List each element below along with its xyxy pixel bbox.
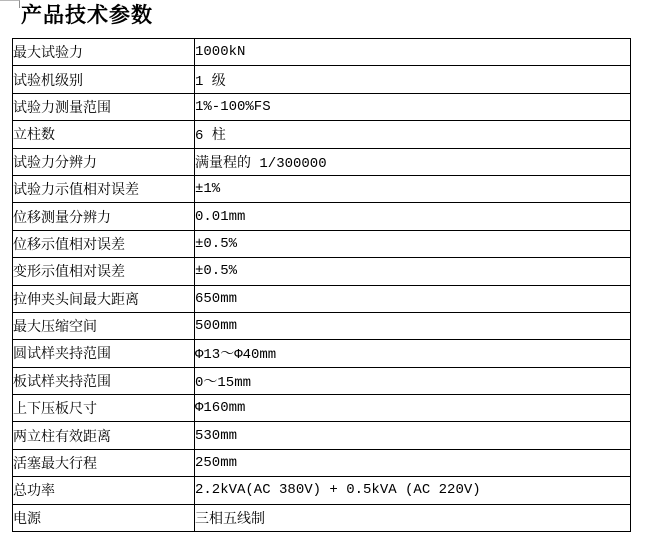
spec-label: 最大压缩空间 (13, 312, 195, 339)
table-row (13, 148, 631, 175)
spec-value: 1%-100%FS (195, 93, 631, 120)
table-row (13, 66, 631, 93)
table-row (13, 504, 631, 531)
spec-value: 0～15mm (195, 367, 631, 394)
spec-label: 位移测量分辨力 (13, 203, 195, 230)
table-row (13, 230, 631, 257)
table-row (13, 340, 631, 367)
table-row (13, 258, 631, 285)
spec-value: 6 柱 (195, 121, 631, 148)
spec-value: ±0.5% (195, 258, 631, 285)
spec-label: 试验力示值相对误差 (13, 175, 195, 202)
spec-label: 位移示值相对误差 (13, 230, 195, 257)
spec-label: 试验机级别 (13, 66, 195, 93)
table-row (13, 175, 631, 202)
spec-value: 500mm (195, 312, 631, 339)
spec-value: 1000kN (195, 39, 631, 66)
spec-label: 总功率 (13, 477, 195, 504)
table-row (13, 203, 631, 230)
table-row (13, 477, 631, 504)
spec-label: 电源 (13, 504, 195, 531)
spec-label: 两立柱有效距离 (13, 422, 195, 449)
table-row (13, 312, 631, 339)
page-title: 产品技术参数 (21, 4, 153, 27)
spec-value: 2.2kVA(AC 380V) + 0.5kVA (AC 220V) (195, 477, 631, 504)
table-row (13, 395, 631, 422)
table-row (13, 285, 631, 312)
spec-label: 板试样夹持范围 (13, 367, 195, 394)
table-row (13, 367, 631, 394)
spec-table-body (13, 39, 631, 532)
spec-label: 变形示值相对误差 (13, 258, 195, 285)
spec-value: ±1% (195, 175, 631, 202)
table-row (13, 93, 631, 120)
spec-value: 满量程的 1/300000 (195, 148, 631, 175)
spec-label: 最大试验力 (13, 39, 195, 66)
table-row (13, 121, 631, 148)
spec-value: Φ160mm (195, 395, 631, 422)
spec-label: 圆试样夹持范围 (13, 340, 195, 367)
table-row (13, 422, 631, 449)
spec-label: 试验力测量范围 (13, 93, 195, 120)
spec-value: 650mm (195, 285, 631, 312)
corner-cell-fragment (0, 0, 20, 8)
spec-label: 立柱数 (13, 121, 195, 148)
table-row (13, 449, 631, 476)
spec-table (12, 38, 631, 532)
table-row (13, 39, 631, 66)
spec-value: 三相五线制 (195, 504, 631, 531)
spec-label: 拉伸夹头间最大距离 (13, 285, 195, 312)
spec-value: ±0.5% (195, 230, 631, 257)
spec-label: 活塞最大行程 (13, 449, 195, 476)
spec-label: 试验力分辨力 (13, 148, 195, 175)
spec-value: Φ13～Φ40mm (195, 340, 631, 367)
spec-value: 1 级 (195, 66, 631, 93)
spec-value: 530mm (195, 422, 631, 449)
spec-value: 0.01mm (195, 203, 631, 230)
spec-value: 250mm (195, 449, 631, 476)
spec-label: 上下压板尺寸 (13, 395, 195, 422)
